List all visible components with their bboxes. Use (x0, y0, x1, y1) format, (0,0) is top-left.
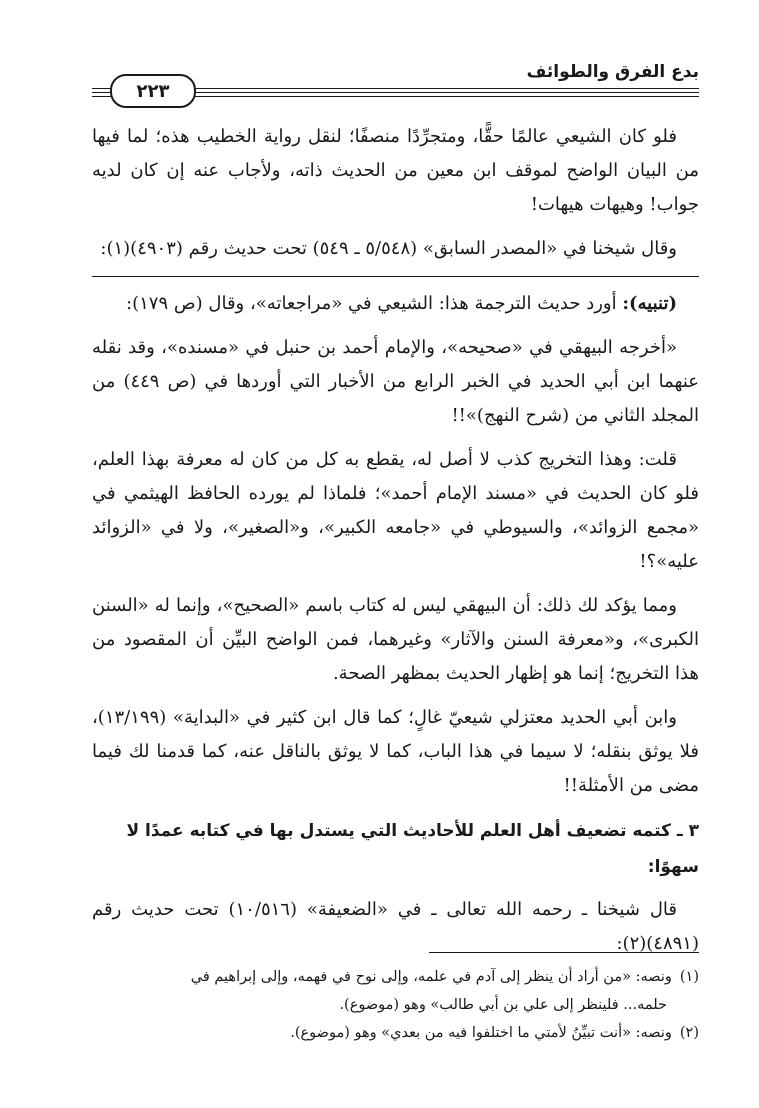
footnote-divider (429, 952, 699, 953)
footnotes (92, 952, 699, 1047)
page-number-badge (110, 74, 196, 108)
page-header (92, 62, 699, 106)
book-title: بدع الفرق والطوائف (526, 62, 699, 82)
paragraph-3 (92, 287, 699, 321)
main-text (92, 120, 699, 971)
paragraph-7: وابن أبي الحديد معتزلي شيعيّ غالٍ؛ كما قال ابن كثير في «البداية» (١٣/١٩٩)، فلا يوثق بنقله؛ لا سيما في هذا الباب، كما لا يوثق بالناقل عنه، كما قدمنا لك فيما مضى من الأمثلة!! (92, 707, 699, 796)
paragraph-6: ومما يؤكد لك ذلك: أن البيهقي ليس له كتاب باسم «الصحيح»، وإنما له «السنن الكبرى»، و«معرفة السنن والآثار» وغيرهما، فمن الواضح البيِّن أن المقصود من هذا التخريج؛ إنما هو إظهار الحديث بمظهر الصحة. (92, 595, 699, 684)
note-text: أورد حديث الترجمة هذا: الشيعي في «مراجعاته»، وقال (ص ١٧٩): (126, 293, 623, 314)
section-heading: ٣ ـ كتمه تضعيف أهل العلم للأحاديث التي يستدل بها في كتابه عمدًا لا سهوًا: (126, 821, 699, 877)
footnote-number: (١) (679, 969, 699, 985)
paragraph-4: «أخرجه البيهقي في «صحيحه»، والإمام أحمد بن حنبل في «مسنده»، وقد نقله عنهما ابن أبي الحديد في الخبر الرابع من الأخبار التي أوردها في (ص ٤٤٩) من المجلد الثاني من (شرح النهج)»!! (92, 337, 699, 426)
section-divider (92, 276, 699, 277)
note-label: (تنبيه): (622, 293, 677, 314)
footnote-text-continued: حلمه... فلينظر إلى علي بن أبي طالب» وهو (موضوع). (339, 997, 667, 1013)
footnote-2 (92, 1019, 699, 1047)
page-number: ٢٢٣ (136, 80, 170, 102)
footnote-1 (92, 963, 699, 1019)
footnote-number: (٢) (679, 1025, 699, 1041)
paragraph-8: قال شيخنا ـ رحمه الله تعالى ـ في «الضعيفة» (١٠/٥١٦) تحت حديث رقم (٤٨٩١)(٢): (92, 899, 699, 954)
paragraph-2: وقال شيخنا في «المصدر السابق» (٥/٥٤٨ ـ ٥٤٩) تحت حديث رقم (٤٩٠٣)(١): (100, 238, 677, 259)
paragraph-1: فلو كان الشيعي عالمًا حقًّا، ومتجرِّدًا منصفًا؛ لنقل رواية الخطيب هذه؛ لما فيها من البيان الواضح لموقف ابن معين من الحديث ذاته، ولأجاب عنه إن كان لديه جواب! وهيهات هيهات! (92, 126, 699, 215)
footnote-text: ونصه: «أنت تبيِّنُ لأمتي ما اختلفوا فيه من بعدي» وهو (موضوع). (290, 1025, 672, 1041)
footnote-text: ونصه: «من أراد أن ينظر إلى آدم في علمه، وإلى نوح في فهمه، وإلى إبراهيم في (190, 969, 672, 985)
paragraph-5: قلت: وهذا التخريج كذب لا أصل له، يقطع به كل من كان له معرفة بهذا العلم، فلو كان الحديث في «مسند الإمام أحمد»؛ فلماذا لم يورده الحافظ الهيثمي في «مجمع الزوائد»، والسيوطي في «جامعه الكبير»، و«الصغير»، ولا في «الزوائد عليه»؟! (92, 449, 699, 572)
